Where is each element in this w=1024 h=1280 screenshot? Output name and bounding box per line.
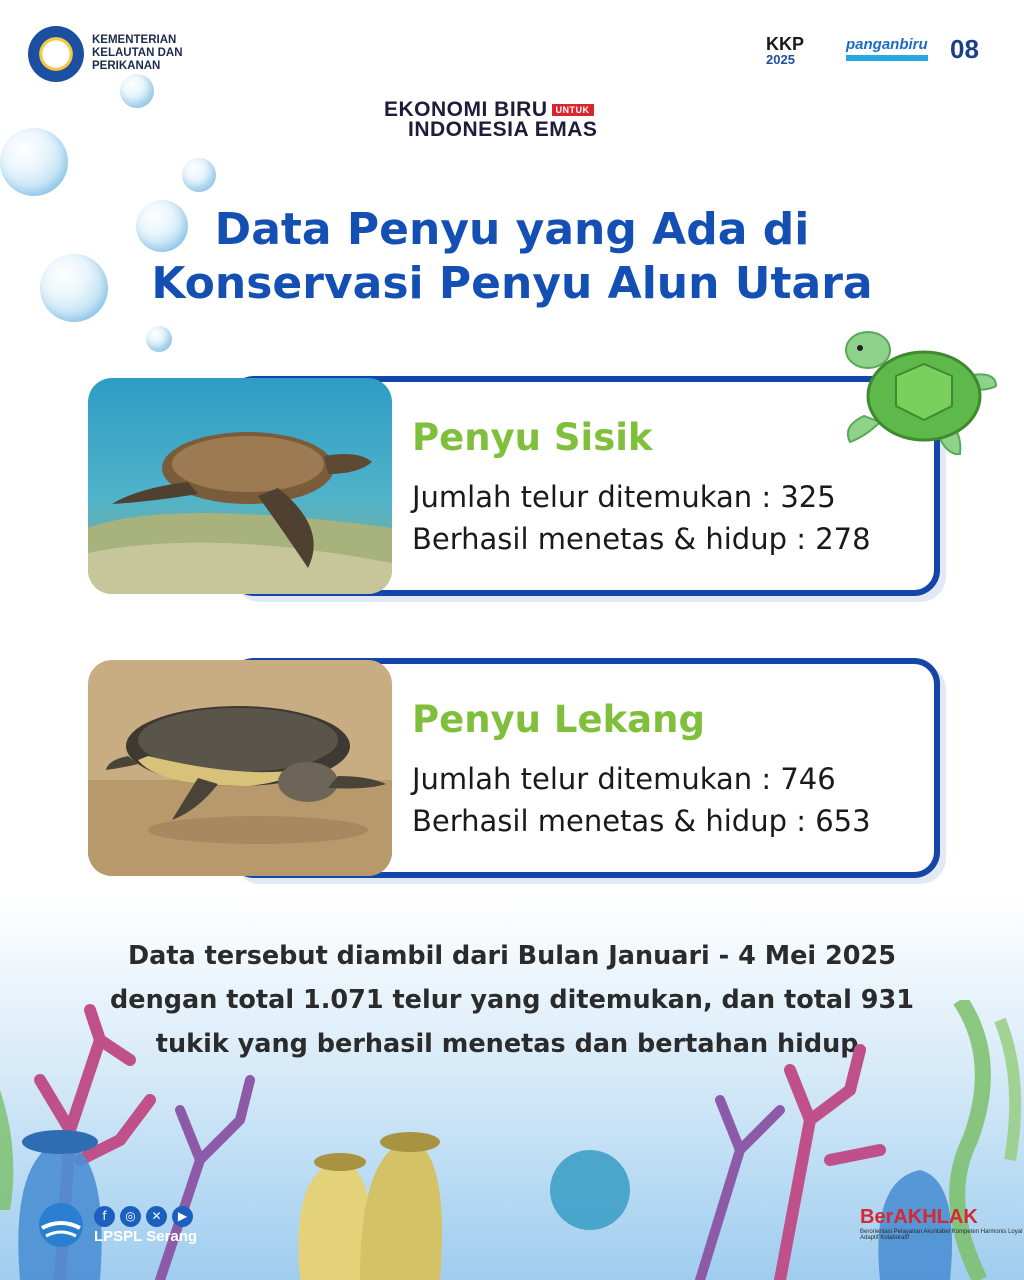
instagram-icon[interactable]: ◎: [120, 1206, 141, 1227]
bubble-decoration: [146, 326, 172, 352]
title-line2: Konservasi Penyu Alun Utara: [151, 258, 873, 309]
page-title: [0, 203, 1024, 311]
hawksbill-turtle-photo: [88, 378, 392, 594]
kkp-logo-year: 2025: [766, 52, 795, 67]
berakhlak-text: BerAKHLAK: [860, 1206, 978, 1228]
summary-line3: tukik yang berhasil menetas dan bertahan hidup.: [155, 1029, 869, 1059]
turtle-name: Penyu Lekang: [412, 698, 705, 741]
cartoon-turtle-icon: [836, 326, 1000, 462]
ministry-logo: [28, 26, 84, 82]
turtle-card-lekang: [88, 658, 940, 878]
eggs-found: Jumlah telur ditemukan : 746: [412, 762, 836, 796]
turtle-card-sisik: [88, 376, 940, 596]
hatched-alive: Berhasil menetas & hidup : 653: [412, 804, 871, 838]
bubble-decoration: [120, 74, 154, 108]
kkp-logo-text: KKP: [766, 34, 805, 54]
youtube-icon[interactable]: ▶: [172, 1206, 193, 1227]
org-name: LPSPL Serang: [94, 1228, 198, 1245]
summary-line2: dengan total 1.071 telur yang ditemukan, dan total 931: [110, 985, 914, 1015]
lpspl-logo: [36, 1200, 86, 1250]
facebook-icon[interactable]: f: [94, 1206, 115, 1227]
campaign-line1: EKONOMI BIRU: [384, 98, 548, 121]
campaign-untuk: UNTUK: [552, 104, 594, 116]
turtle-name: Penyu Sisik: [412, 416, 653, 459]
campaign-line2: INDONESIA EMAS: [408, 118, 598, 141]
08-logo: 08: [950, 34, 979, 64]
eggs-found: Jumlah telur ditemukan : 325: [412, 480, 836, 514]
bubble-decoration: [182, 158, 216, 192]
title-line1: Data Penyu yang Ada di: [214, 204, 810, 255]
campaign-logo: [384, 100, 597, 140]
summary-line1: Data tersebut diambil dari Bulan Januari - 4 Mei 2025: [127, 941, 896, 971]
berakhlak-tagline: Berorientasi Pelayanan Akuntabel Kompeten Harmonis Loyal Adaptif Kolaboratif: [860, 1229, 1023, 1241]
x-twitter-icon[interactable]: ✕: [146, 1206, 167, 1227]
kkp-2025-logo: [766, 36, 804, 68]
berakhlak-logo: [860, 1206, 1024, 1241]
olive-ridley-turtle-photo: [88, 660, 392, 876]
ministry-name: KEMENTERIAN KELAUTAN DAN PERIKANAN: [92, 34, 183, 72]
hatched-alive: Berhasil menetas & hidup : 278: [412, 522, 871, 556]
bubble-decoration: [0, 128, 68, 196]
panganbiru-logo: panganbiru: [846, 36, 928, 61]
